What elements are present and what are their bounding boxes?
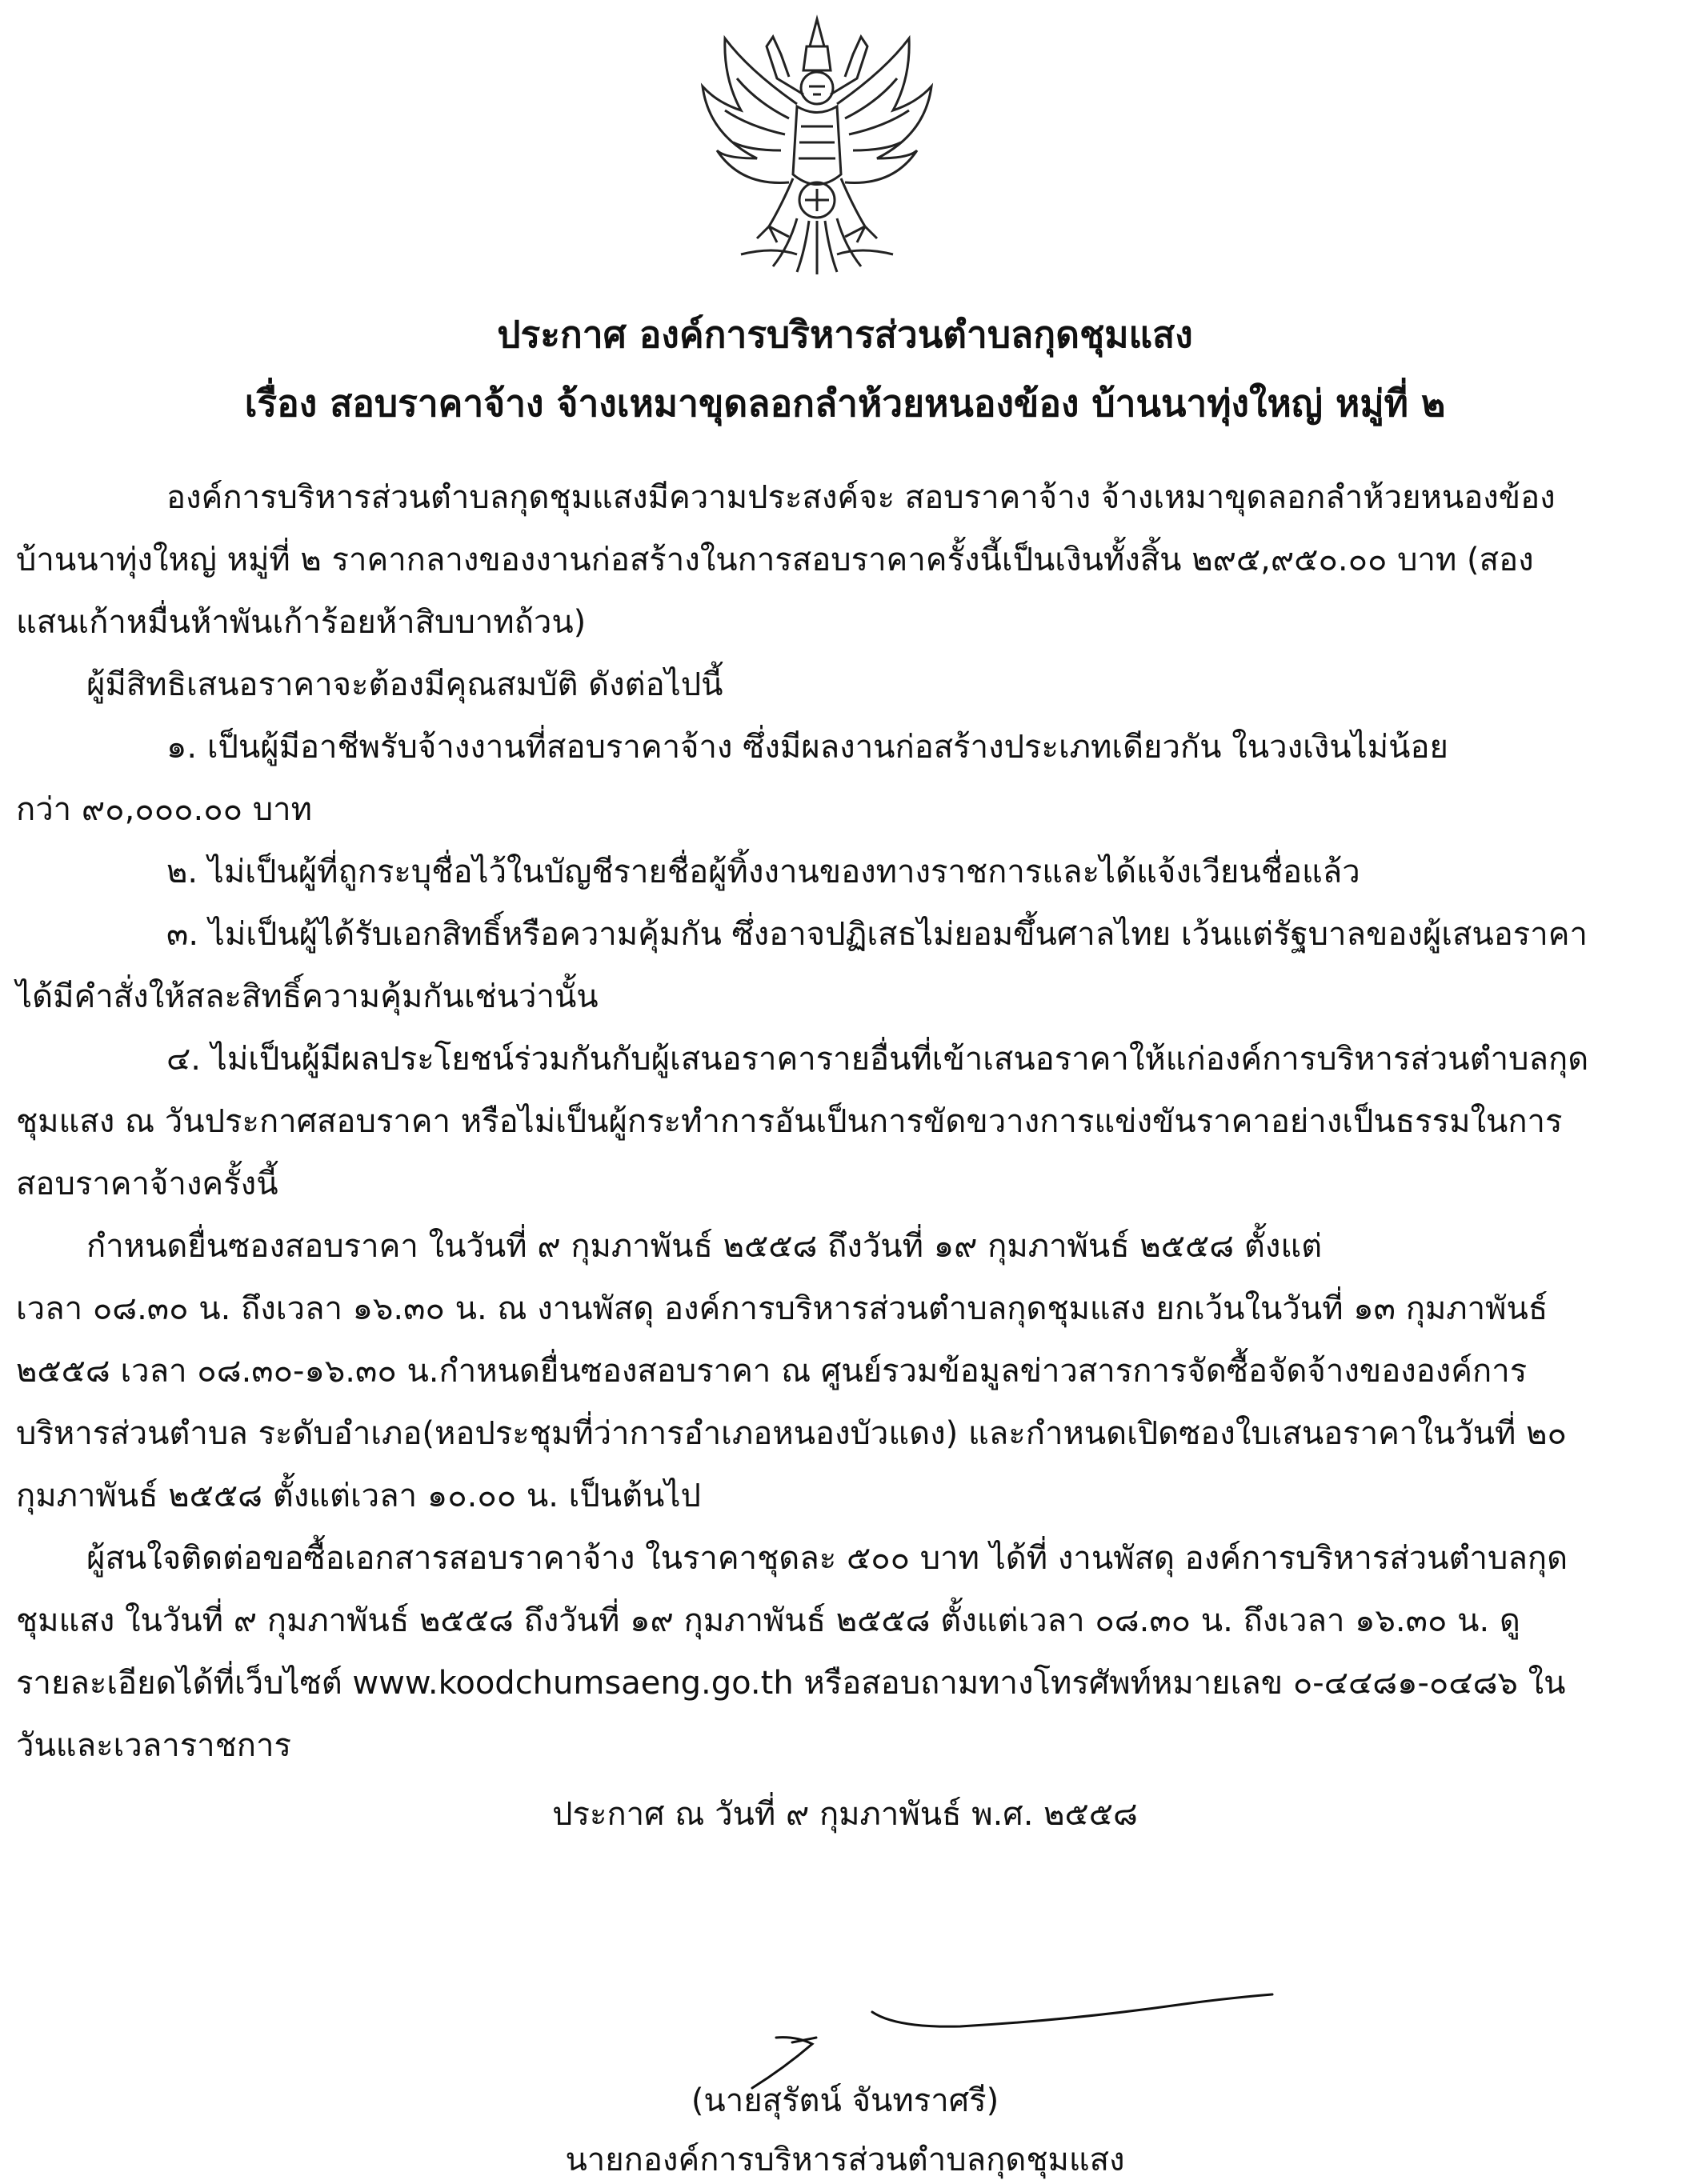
body-line: องค์การบริหารส่วนตำบลกุดชุมแสงมีความประสงค์จะ สอบราคาจ้าง จ้างเหมาขุดลอกลำห้วยหนองข้อง [166, 479, 1556, 516]
body-line: สอบราคาจ้างครั้งนี้ [16, 1166, 278, 1202]
body-line: ชุมแสง ในวันที่ ๙ กุมภาพันธ์ ๒๕๕๘ ถึงวันที่ ๑๙ กุมภาพันธ์ ๒๕๕๘ ตั้งแต่เวลา ๐๘.๓๐ น. ถึงเวลา ๑๖.๓๐ น. ดู [16, 1602, 1520, 1639]
garuda-emblem-icon [693, 14, 941, 278]
body-line: ผู้สนใจติดต่อขอซื้อเอกสารสอบราคาจ้าง ในราคาชุดละ ๕๐๐ บาท ได้ที่ งานพัสดุ องค์การบริหารส่วนตำบลกุด [86, 1540, 1568, 1577]
announcement-subject: เรื่อง สอบราคาจ้าง จ้างเหมาขุดลอกลำห้วยหนองข้อง บ้านนาทุ่งใหญ่ หมู่ที่ ๒ [244, 382, 1446, 425]
body-line: ๒๕๕๘ เวลา ๐๘.๓๐-๑๖.๓๐ น.กำหนดยื่นซองสอบราคา ณ ศูนย์รวมข้อมูลข่าวสารการจัดซื้อจัดจ้างขององค์การ [16, 1353, 1528, 1390]
body-line: ได้มีคำสั่งให้สละสิทธิ์ความคุ้มกันเช่นว่านั้น [16, 978, 599, 1015]
announcement-title: ประกาศ องค์การบริหารส่วนตำบลกุดชุมแสง [497, 313, 1193, 356]
qualification-item: ๑. เป็นผู้มีอาชีพรับจ้างงานที่สอบราคาจ้าง ซึ่งมีผลงานก่อสร้างประเภทเดียวกัน ในวงเงินไม่น้อย [166, 729, 1448, 766]
body-line: แสนเก้าหมื่นห้าพันเก้าร้อยห้าสิบบาทถ้วน) [16, 604, 587, 641]
body-line: กำหนดยื่นซองสอบราคา ในวันที่ ๙ กุมภาพันธ์ ๒๕๕๘ ถึงวันที่ ๑๙ กุมภาพันธ์ ๒๕๕๘ ตั้งแต่ [86, 1228, 1323, 1265]
signer-name: (นายสุรัตน์ จันทราศรี) [691, 2082, 999, 2119]
body-line: บ้านนาทุ่งใหญ่ หมู่ที่ ๒ ราคากลางของงานก่อสร้างในการสอบราคาครั้งนี้เป็นเงินทั้งสิ้น ๒๙๕,๙๕๐.๐๐ บาท (สอง [16, 542, 1534, 578]
body-line: กว่า ๙๐,๐๐๐.๐๐ บาท [16, 791, 312, 828]
body-line: วันและเวลาราชการ [16, 1727, 291, 1764]
announcement-date: ประกาศ ณ วันที่ ๙ กุมภาพันธ์ พ.ศ. ๒๕๕๘ [552, 1796, 1138, 1833]
signer-position: นายกองค์การบริหารส่วนตำบลกุดชุมแสง [565, 2142, 1125, 2178]
qualification-item: ๓. ไม่เป็นผู้ได้รับเอกสิทธิ์หรือความคุ้มกัน ซึ่งอาจปฏิเสธไม่ยอมขึ้นศาลไทย เว้นแต่รัฐบาลของผู้เสนอราคา [166, 916, 1588, 953]
qualification-item: ๒. ไม่เป็นผู้ที่ถูกระบุชื่อไว้ในบัญชีรายชื่อผู้ทิ้งงานของทางราชการและได้แจ้งเวียนชื่อแล้ว [166, 854, 1360, 890]
body-line: กุมภาพันธ์ ๒๕๕๘ ตั้งแต่เวลา ๑๐.๐๐ น. เป็นต้นไป [16, 1478, 701, 1514]
qualification-item: ๔. ไม่เป็นผู้มีผลประโยชน์ร่วมกันกับผู้เสนอราคารายอื่นที่เข้าเสนอราคาให้แก่องค์การบริหารส่วนตำบลกุด [166, 1041, 1589, 1078]
body-line: ชุมแสง ณ วันประกาศสอบราคา หรือไม่เป็นผู้กระทำการอันเป็นการขัดขวางการแข่งขันราคาอย่างเป็นธรรมในการ [16, 1103, 1563, 1140]
body-line: รายละเอียดได้ที่เว็บไซต์ www.koodchumsaeng.go.th หรือสอบถามทางโทรศัพท์หมายเลข ๐-๔๔๘๑-๐๔๘๖ ใน [16, 1665, 1566, 1702]
body-line: เวลา ๐๘.๓๐ น. ถึงเวลา ๑๖.๓๐ น. ณ งานพัสดุ องค์การบริหารส่วนตำบลกุดชุมแสง ยกเว้นในวันที่ ๑๓ กุมภาพันธ์ [16, 1290, 1548, 1327]
body-line: บริหารส่วนตำบล ระดับอำเภอ(หอประชุมที่ว่าการอำเภอหนองบัวแดง) และกำหนดเปิดซองใบเสนอราคาในวันที่ ๒๐ [16, 1415, 1567, 1452]
body-line: ผู้มีสิทธิเสนอราคาจะต้องมีคุณสมบัติ ดังต่อไปนี้ [86, 666, 723, 703]
